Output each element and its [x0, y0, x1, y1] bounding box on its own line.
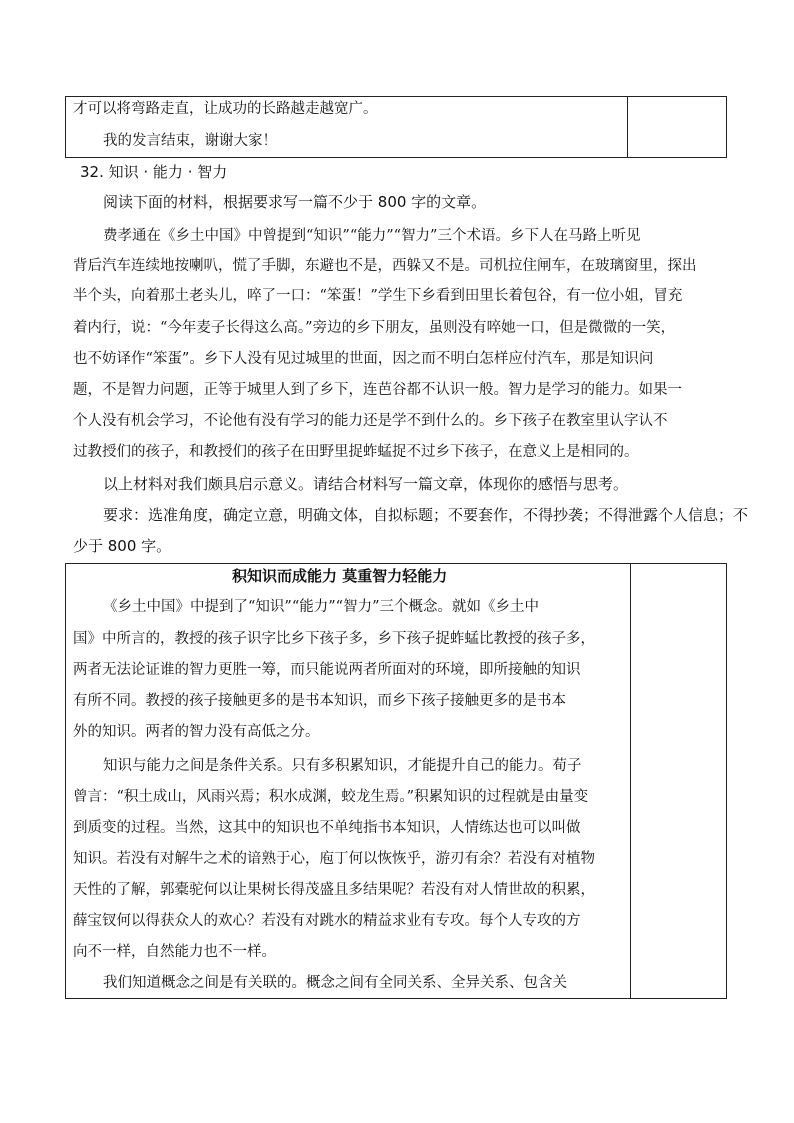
- essay-line-5: 外的知识。两者的智力没有高低之分。: [73, 724, 320, 740]
- question-instruction: 阅读下面的材料，根据要求写一篇不少于 800 字的文章。: [103, 193, 487, 211]
- material-line-5: 也不妨译作“笨蛋”。乡下人没有见过城里的世面，因之而不明白怎样应付汽车，那是知识问: [73, 351, 654, 367]
- essay-line-2: 国》中所言的，教授的孩子识字比乡下孩子多，乡下孩子捉蚱蜢比教授的孩子多，: [73, 631, 595, 647]
- essay-line-8: 到质变的过程。当然，这其中的知识也不单纯指书本知识，人情练达也可以叫做: [73, 820, 581, 836]
- essay-line-1: 《乡土中国》中提到了“知识”“能力”“智力”三个概念。就如《乡土中: [103, 599, 539, 615]
- material-line-1: 费孝通在《乡土中国》中曾提到“知识”“能力”“智力”三个术语。乡下人在马路上听见: [103, 228, 641, 244]
- top-table-divider: [627, 96, 628, 158]
- essay-table-divider: [630, 563, 631, 999]
- essay-line-9: 知识。若没有对解牛之术的谙熟于心，庖丁何以恢恢乎，游刃有余？若没有对植物: [73, 851, 595, 867]
- material-line-3: 半个头，向着那土老头儿，啐了一口：“笨蛋！”学生下乡看到田里长着包谷，有一位小姐，冒充: [73, 288, 683, 304]
- material-line-8: 过教授们的孩子，和教授们的孩子在田野里捉蚱蜢捉不过乡下孩子，在意义上是相同的。: [73, 444, 639, 460]
- essay-line-10: 天性的了解，郭橐驼何以让果树长得茂盛且多结果呢？若没有对人情世故的积累，: [73, 882, 595, 898]
- top-box-line-2: 我的发言结束，谢谢大家！: [103, 133, 277, 149]
- essay-line-11: 薛宝钗何以得获众人的欢心？若没有对跳水的精益求业有专攻。每个人专攻的方: [73, 913, 581, 929]
- essay-line-6: 知识与能力之间是条件关系。只有多积累知识，才能提升自己的能力。荀子: [103, 758, 582, 774]
- requirements-line-1: 要求：选准角度，确定立意，明确文体，自拟标题；不要套作，不得抄袭；不得泄露个人信息；不: [103, 506, 749, 524]
- question-heading: 32. 知识 · 能力 · 智力: [80, 163, 228, 181]
- essay-title: 积知识而成能力 莫重智力轻能力: [232, 567, 448, 585]
- material-line-4: 着内行，说：“今年麦子长得这么高。”旁边的乡下朋友，虽则没有啐她一口，但是微微的一笑，: [73, 320, 676, 336]
- essay-line-13: 我们知道概念之间是有关联的。概念之间有全同关系、全异关系、包含关: [103, 975, 567, 991]
- essay-line-3: 两者无法论证谁的智力更胜一筹，而只能说两者所面对的环境，即所接触的知识: [73, 662, 581, 678]
- essay-line-12: 向不一样，自然能力也不一样。: [73, 944, 276, 960]
- question-prompt: 以上材料对我们颇具启示意义。请结合材料写一篇文章，体现你的感悟与思考。: [103, 475, 629, 493]
- material-line-2: 背后汽车连续地按喇叭，慌了手脚，东避也不是，西躲又不是。司机拉住闸车，在玻璃窗里，探出: [73, 258, 697, 274]
- material-line-6: 题，不是智力问题，正等于城里人到了乡下，连芭谷都不认识一般。智力是学习的能力。如果一: [73, 382, 682, 398]
- top-box-line-1: 才可以将弯路走直，让成功的长路越走越宽广。: [73, 101, 378, 117]
- material-line-7: 个人没有机会学习，不论他有没有学习的能力还是学不到什么的。乡下孩子在教室里认字认不: [73, 413, 668, 429]
- essay-line-7: 曾言：“积土成山，风雨兴焉；积水成渊，蛟龙生焉。”积累知识的过程就是由量变: [73, 789, 589, 805]
- requirements-line-2: 少于 800 字。: [73, 537, 172, 555]
- essay-line-4: 有所不同。教授的孩子接触更多的是书本知识，而乡下孩子接触更多的是书本: [73, 693, 566, 709]
